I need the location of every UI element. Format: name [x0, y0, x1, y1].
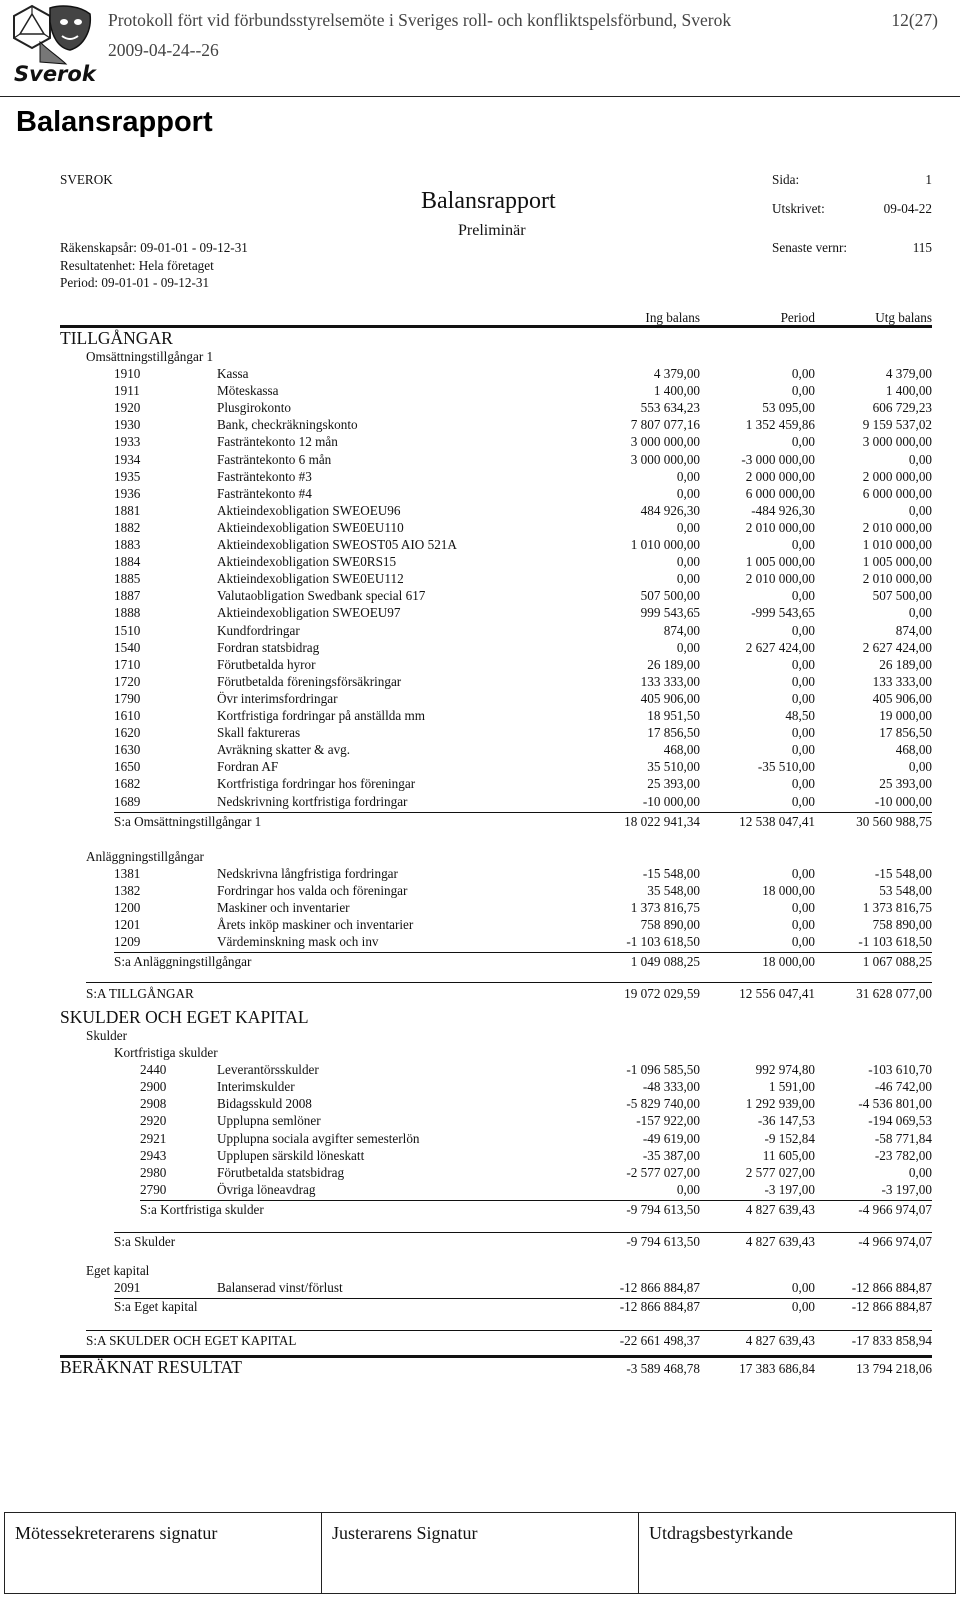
value-utg: -58 771,84 [874, 1130, 932, 1146]
account-number: 1911 [114, 383, 140, 399]
account-name: Årets inköp maskiner och inventarier [217, 916, 414, 932]
account-number: 1201 [114, 916, 141, 932]
value-period: 17 383 686,84 [739, 1361, 815, 1376]
divider-line [140, 1200, 932, 1201]
account-name: Förutbetalda statsbidrag [217, 1164, 345, 1180]
value-utg: -12 866 884,87 [851, 1279, 932, 1295]
account-number: 1382 [114, 882, 141, 898]
value-period: 2 010 000,00 [745, 571, 815, 587]
value-period: 53 095,00 [762, 400, 815, 416]
value-utg: 13 794 218,06 [856, 1361, 932, 1376]
account-name: Förutbetalda föreningsförsäkringar [217, 673, 402, 689]
report-meta: Resultatenhet: Hela företaget [60, 257, 214, 273]
account-name: Förutbetalda hyror [217, 656, 316, 672]
value-utg: 2 010 000,00 [862, 519, 932, 535]
column-header: Period [780, 310, 815, 325]
account-name: Fasträntekonto 12 mån [217, 434, 338, 450]
value-utg: 6 000 000,00 [862, 485, 932, 501]
value-ing: 4 379,00 [653, 366, 700, 381]
account-name: Nedskrivning kortfristiga fordringar [217, 793, 408, 809]
value-period: 0,00 [791, 1279, 815, 1295]
sverok-logo [10, 2, 102, 86]
value-period: 0,00 [791, 865, 815, 881]
report-meta-value: 09-04-22 [883, 201, 932, 216]
account-name: Skall faktureras [217, 725, 301, 741]
value-utg: 30 560 988,75 [856, 813, 932, 829]
value-utg: -194 069,53 [868, 1113, 932, 1129]
value-ing: 0,00 [676, 639, 700, 655]
value-period: 0,00 [791, 434, 815, 450]
value-period: 48,50 [785, 708, 815, 723]
column-header-rule [60, 325, 932, 328]
account-name: Bank, checkräkningskonto [217, 417, 358, 433]
value-utg: 0,00 [908, 759, 932, 775]
result-label: BERÄKNAT RESULTAT [60, 1357, 242, 1377]
account-number: 1682 [114, 776, 141, 792]
column-header: Utg balans [875, 310, 932, 325]
value-utg: -3 197,00 [881, 1181, 932, 1197]
value-period: 11 605,00 [762, 1147, 815, 1163]
value-period: -999 543,65 [751, 605, 815, 621]
value-period: -35 510,00 [757, 759, 815, 775]
value-period: 1 292 939,00 [745, 1096, 815, 1112]
value-period: 4 827 639,43 [745, 1233, 815, 1249]
value-ing: 3 000 000,00 [630, 451, 700, 467]
value-utg: -4 536 801,00 [858, 1096, 932, 1112]
value-period: 1 352 459,86 [745, 417, 815, 433]
report-meta-value: 115 [912, 240, 932, 255]
account-number: 1882 [114, 519, 141, 535]
account-name: Aktieindexobligation SWE0RS15 [217, 554, 397, 570]
value-ing: 133 333,00 [640, 673, 700, 689]
value-ing: 0,00 [676, 554, 700, 570]
header-page-number: 12(27) [891, 10, 938, 30]
value-utg: -15 548,00 [874, 865, 932, 881]
account-name: Aktieindexobligation SWEOEU97 [217, 605, 401, 621]
value-ing: -2 577 027,00 [626, 1164, 700, 1180]
value-period: 0,00 [791, 1299, 815, 1314]
value-period: 12 556 047,41 [739, 986, 815, 1002]
value-ing: -15 548,00 [642, 865, 700, 881]
account-number: 1689 [114, 793, 141, 809]
value-utg: 1 400,00 [885, 383, 932, 399]
group-title: Kortfristiga skulder [114, 1045, 218, 1061]
value-ing: 0,00 [676, 571, 700, 587]
account-name: Aktieindexobligation SWEOST05 AIO 521A [217, 537, 457, 552]
account-name: Bidagsskuld 2008 [217, 1096, 312, 1112]
value-period: 4 827 639,43 [745, 1333, 815, 1348]
value-period: 0,00 [791, 656, 815, 672]
account-number: 1510 [114, 622, 141, 638]
account-number: 1883 [114, 537, 141, 552]
value-ing: -10 000,00 [642, 793, 700, 809]
account-name: Aktieindexobligation SWEOEU96 [217, 502, 401, 518]
account-name: Övriga löneavdrag [217, 1181, 316, 1197]
value-ing: -1 096 585,50 [626, 1062, 700, 1078]
value-period: 12 538 047,41 [739, 813, 815, 829]
value-period: 0,00 [791, 622, 815, 638]
account-number: 1881 [114, 502, 141, 518]
account-number: 1888 [114, 605, 141, 621]
value-utg: -4 966 974,07 [858, 1201, 932, 1217]
account-number: 1381 [114, 865, 141, 881]
value-utg: -23 782,00 [874, 1147, 932, 1163]
account-number: 1790 [114, 690, 141, 706]
value-ing: 7 807 077,16 [630, 417, 700, 433]
header-title: Protokoll fört vid förbundsstyrelsemöte i Sveriges roll- och konfliktspelsförbund, Sverok [108, 10, 732, 30]
value-ing: 26 189,00 [647, 656, 700, 672]
report-meta-label: Senaste vernr: [772, 240, 848, 255]
value-period: 0,00 [791, 742, 815, 758]
account-number: 1920 [114, 400, 141, 416]
account-number: 1935 [114, 468, 141, 484]
account-number: 1936 [114, 485, 141, 501]
group-title: Anläggningstillgångar [86, 848, 204, 864]
account-name: Kassa [217, 366, 249, 381]
account-name: Fordran AF [217, 759, 279, 775]
value-ing: 507 500,00 [640, 588, 700, 604]
account-number: 1887 [114, 588, 141, 604]
value-ing: 0,00 [676, 1181, 700, 1197]
value-ing: 18 951,50 [647, 708, 700, 723]
value-utg: 1 010 000,00 [862, 537, 932, 552]
account-number: 1930 [114, 417, 141, 433]
divider-line [114, 812, 932, 813]
account-name: Värdeminskning mask och inv [217, 934, 379, 949]
header-divider [0, 96, 960, 97]
account-number: 1610 [114, 708, 141, 723]
account-number: 1650 [114, 759, 141, 775]
account-name: Fordran statsbidrag [217, 639, 320, 655]
value-ing: 405 906,00 [640, 690, 700, 706]
value-ing: 758 890,00 [640, 916, 700, 932]
account-name: Aktieindexobligation SWE0EU110 [217, 519, 404, 535]
value-ing: -9 794 613,50 [626, 1233, 700, 1249]
divider-line [86, 982, 932, 983]
value-ing: 0,00 [676, 485, 700, 501]
account-name: Fordringar hos valda och föreningar [217, 882, 408, 898]
value-period: 0,00 [791, 916, 815, 932]
value-period: 0,00 [791, 366, 815, 381]
account-name: Upplupna sociala avgifter semesterlön [217, 1130, 420, 1146]
group-title: Omsättningstillgångar 1 [86, 349, 214, 364]
value-period: 0,00 [791, 899, 815, 915]
value-utg: 25 393,00 [879, 776, 932, 792]
account-name: Möteskassa [217, 383, 279, 399]
document-title: Balansrapport [16, 106, 213, 138]
value-ing: 35 548,00 [647, 882, 700, 898]
value-utg: -4 966 974,07 [858, 1233, 932, 1249]
sum-label: S:a Anläggningstillgångar [114, 954, 252, 970]
value-utg: 31 628 077,00 [856, 986, 932, 1002]
value-ing: 1 010 000,00 [630, 537, 700, 552]
account-name: Upplupna semlöner [217, 1113, 321, 1129]
value-ing: -22 661 498,37 [619, 1333, 700, 1348]
account-number: 2980 [140, 1164, 167, 1180]
value-period: -36 147,53 [757, 1113, 815, 1129]
value-ing: -12 866 884,87 [619, 1279, 700, 1295]
value-ing: -157 922,00 [636, 1113, 700, 1129]
account-number: 1910 [114, 366, 141, 381]
account-number: 1885 [114, 571, 141, 587]
sum-label: S:A TILLGÅNGAR [86, 986, 194, 1002]
account-name: Kortfristiga fordringar på anställda mm [217, 708, 426, 723]
account-name: Interimskulder [217, 1079, 295, 1095]
account-name: Fasträntekonto #4 [217, 485, 312, 501]
value-utg: 2 000 000,00 [862, 468, 932, 484]
divider-line [114, 952, 932, 953]
value-utg: -46 742,00 [874, 1079, 932, 1095]
value-period: 0,00 [791, 690, 815, 706]
value-period: 0,00 [791, 776, 815, 792]
value-ing: 1 373 816,75 [630, 899, 700, 915]
value-period: 0,00 [791, 673, 815, 689]
report-meta-value: 1 [925, 172, 932, 187]
account-number: 1630 [114, 742, 141, 758]
value-period: 2 577 027,00 [745, 1164, 815, 1180]
value-utg: 758 890,00 [872, 916, 932, 932]
account-number: 1200 [114, 899, 141, 915]
report-meta: Period: 09-01-01 - 09-12-31 [60, 275, 210, 290]
account-number: 1710 [114, 656, 141, 672]
value-ing: 468,00 [663, 742, 700, 758]
value-utg: 468,00 [895, 742, 932, 758]
value-utg: 874,00 [895, 622, 932, 638]
sum-label: S:a Kortfristiga skulder [140, 1201, 264, 1217]
account-number: 2920 [140, 1113, 167, 1129]
account-number: 1540 [114, 639, 141, 655]
value-period: 2 000 000,00 [745, 468, 815, 484]
value-period: -3 197,00 [764, 1181, 815, 1197]
report-subtitle: Preliminär [458, 222, 526, 239]
value-period: 0,00 [791, 725, 815, 741]
account-number: 2900 [140, 1079, 167, 1095]
account-number: 1720 [114, 673, 141, 689]
value-period: 992 974,80 [755, 1062, 815, 1078]
value-utg: 19 000,00 [879, 708, 932, 723]
value-period: -484 926,30 [751, 502, 815, 518]
value-utg: 17 856,50 [879, 725, 932, 741]
value-ing: 0,00 [676, 468, 700, 484]
value-utg: -10 000,00 [874, 793, 932, 809]
value-period: 0,00 [791, 537, 815, 552]
account-number: 2440 [140, 1062, 167, 1078]
account-name: Upplupen särskild löneskatt [217, 1147, 365, 1163]
value-ing: 19 072 029,59 [624, 986, 700, 1002]
account-number: 1620 [114, 725, 141, 741]
value-ing: -1 103 618,50 [626, 934, 700, 949]
value-utg: 606 729,23 [872, 400, 932, 416]
value-period: -3 000 000,00 [741, 451, 815, 467]
value-period: 6 000 000,00 [745, 485, 815, 501]
account-name: Fasträntekonto 6 mån [217, 451, 332, 467]
group-title: Eget kapital [86, 1262, 150, 1278]
value-period: 4 827 639,43 [745, 1201, 815, 1217]
value-utg: 1 005 000,00 [862, 554, 932, 570]
value-utg: 53 548,00 [879, 882, 932, 898]
report-meta: Räkenskapsår: 09-01-01 - 09-12-31 [60, 240, 248, 255]
report-meta-label: Sida: [772, 172, 800, 187]
value-ing: 484 926,30 [640, 502, 700, 518]
value-ing: 553 634,23 [640, 400, 700, 416]
value-period: 1 591,00 [768, 1079, 815, 1095]
account-name: Fasträntekonto #3 [217, 468, 312, 484]
account-name: Leverantörsskulder [217, 1062, 319, 1078]
value-utg: 507 500,00 [872, 588, 932, 604]
account-name: Valutaobligation Swedbank special 617 [217, 588, 426, 604]
value-utg: 405 906,00 [872, 690, 932, 706]
account-name: Övr interimsfordringar [217, 690, 338, 706]
value-ing: 999 543,65 [640, 605, 700, 621]
value-ing: -35 387,00 [642, 1147, 700, 1163]
value-period: 2 627 424,00 [745, 639, 815, 655]
account-number: 2091 [114, 1279, 141, 1295]
report-org: SVEROK [60, 172, 113, 187]
sum-label: S:a Skulder [114, 1233, 176, 1249]
value-ing: -49 619,00 [642, 1130, 700, 1146]
account-name: Avräkning skatter & avg. [217, 742, 351, 758]
value-period: 0,00 [791, 588, 815, 604]
divider-line [86, 1330, 932, 1331]
value-utg: 2 010 000,00 [862, 571, 932, 587]
value-period: 2 010 000,00 [745, 519, 815, 535]
value-ing: 18 022 941,34 [624, 813, 700, 829]
value-utg: 0,00 [908, 502, 932, 518]
account-number: 1933 [114, 434, 141, 450]
signature-adjuster[interactable]: Justerarens Signatur [322, 1513, 639, 1593]
value-ing: -5 829 740,00 [626, 1096, 700, 1112]
account-name: Kundfordringar [217, 622, 300, 638]
account-number: 2790 [140, 1181, 167, 1197]
value-ing: 874,00 [663, 622, 700, 638]
value-utg: 133 333,00 [872, 673, 932, 689]
value-utg: 1 067 088,25 [862, 954, 932, 970]
sum-label: S:a Omsättningstillgångar 1 [114, 813, 262, 829]
account-name: Kortfristiga fordringar hos föreningar [217, 776, 416, 792]
value-ing: 1 049 088,25 [630, 954, 700, 970]
balance-report [0, 160, 960, 1420]
header-date: 2009-04-24--26 [108, 40, 219, 60]
signature-footer [4, 1512, 956, 1594]
value-period: 18 000,00 [762, 954, 815, 970]
value-utg: 2 627 424,00 [862, 639, 932, 655]
value-period: 18 000,00 [762, 882, 815, 898]
value-utg: -103 610,70 [868, 1062, 932, 1078]
account-name: Plusgirokonto [217, 400, 292, 416]
report-title: Balansrapport [421, 188, 556, 214]
value-ing: 25 393,00 [647, 776, 700, 792]
section-title: TILLGÅNGAR [60, 328, 173, 348]
account-name: Maskiner och inventarier [217, 899, 350, 915]
value-ing: 35 510,00 [647, 759, 700, 775]
divider-line [114, 1232, 932, 1233]
logo-wordmark: Sverok [14, 62, 96, 86]
account-number: 1209 [114, 934, 141, 949]
column-header: Ing balans [645, 310, 700, 325]
value-period: 0,00 [791, 383, 815, 399]
value-period: 1 005 000,00 [745, 554, 815, 570]
sum-label: S:A SKULDER OCH EGET KAPITAL [86, 1333, 297, 1348]
section-title: SKULDER OCH EGET KAPITAL [60, 1007, 309, 1028]
value-utg: 9 159 537,02 [862, 417, 932, 433]
signature-secretary[interactable]: Mötessekreterarens signatur [5, 1513, 322, 1593]
value-ing: -12 866 884,87 [619, 1299, 700, 1314]
account-name: Aktieindexobligation SWE0EU112 [217, 571, 404, 587]
value-utg: -12 866 884,87 [851, 1299, 932, 1314]
value-ing: 1 400,00 [653, 383, 700, 399]
account-number: 2908 [140, 1096, 167, 1112]
value-utg: 4 379,00 [885, 366, 932, 381]
value-ing: 0,00 [676, 519, 700, 535]
value-period: 0,00 [791, 793, 815, 809]
signature-certification[interactable]: Utdragsbestyrkande [649, 1523, 793, 1543]
value-utg: 0,00 [908, 451, 932, 467]
account-number: 1884 [114, 554, 141, 570]
value-utg: 3 000 000,00 [862, 434, 932, 450]
value-ing: -9 794 613,50 [626, 1201, 700, 1217]
report-meta-label: Utskrivet: [772, 201, 825, 216]
value-ing: -3 589 468,78 [626, 1361, 700, 1376]
account-name: Nedskrivna långfristiga fordringar [217, 865, 398, 881]
value-utg: -17 833 858,94 [851, 1333, 932, 1348]
account-number: 2921 [140, 1130, 167, 1146]
account-number: 1934 [114, 451, 141, 467]
value-ing: 3 000 000,00 [630, 434, 700, 450]
value-period: -9 152,84 [764, 1130, 815, 1146]
value-utg: 0,00 [908, 605, 932, 621]
value-ing: -48 333,00 [642, 1079, 700, 1095]
sum-label: S:a Eget kapital [114, 1299, 198, 1314]
account-number: 2943 [140, 1147, 167, 1163]
value-utg: 1 373 816,75 [862, 899, 932, 915]
value-utg: 0,00 [908, 1164, 932, 1180]
value-ing: 17 856,50 [647, 725, 700, 741]
value-utg: 26 189,00 [879, 656, 932, 672]
account-name: Balanserad vinst/förlust [217, 1279, 343, 1295]
value-period: 0,00 [791, 934, 815, 949]
value-utg: -1 103 618,50 [858, 934, 932, 949]
group-title: Skulder [86, 1028, 128, 1044]
